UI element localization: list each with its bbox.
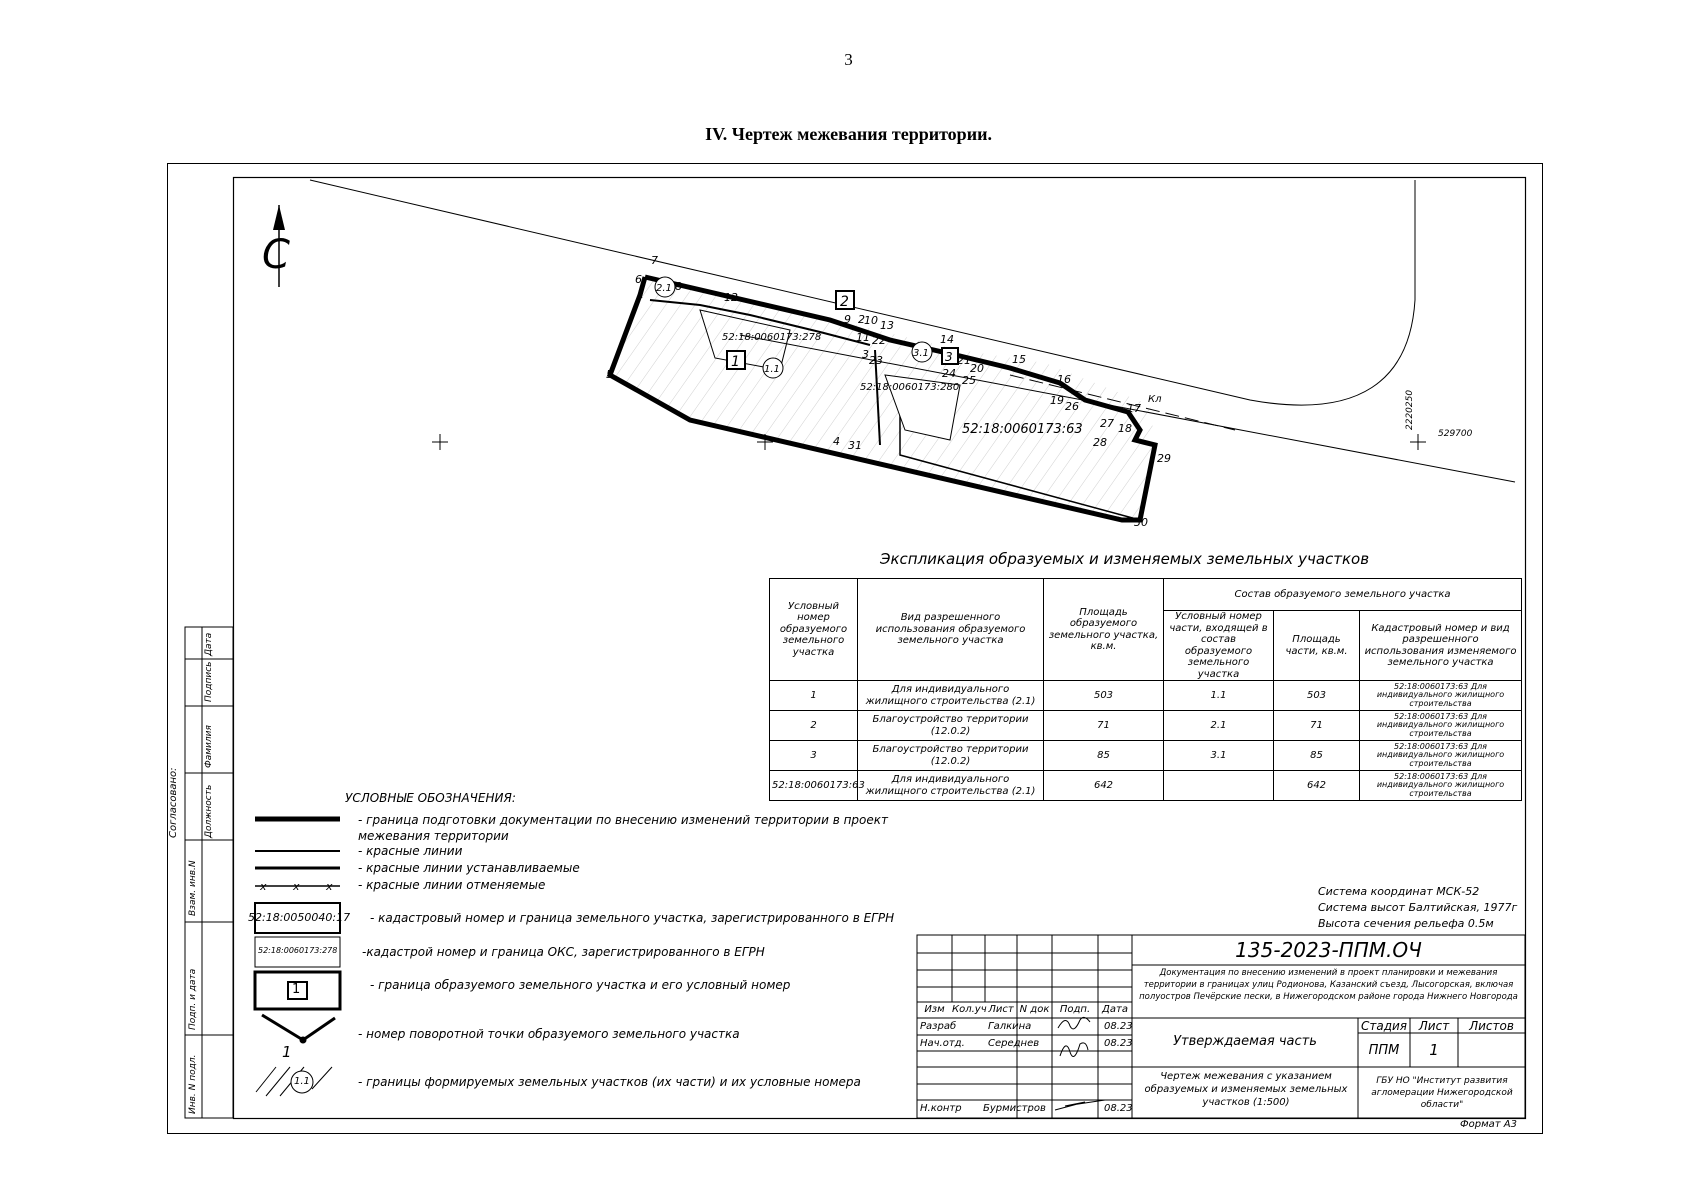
north-symbol: С xyxy=(262,232,290,278)
drawing-name: Чертеж межевания с указанием образуемых и изменяемых земельных участков (1:500) xyxy=(1144,1071,1348,1108)
part-3-1-label: 3.1 xyxy=(913,348,929,359)
row-area: 71 xyxy=(1044,711,1164,741)
sheets-label: Листов xyxy=(1469,1019,1514,1033)
stage-value: ППМ xyxy=(1368,1043,1400,1058)
point-18: 18 xyxy=(1118,422,1132,435)
coord-note xyxy=(1318,884,1517,932)
stage-label: Стадия xyxy=(1360,1019,1408,1033)
row-part xyxy=(1164,771,1274,801)
row-part: 2.1 xyxy=(1164,711,1274,741)
side-row-replace: Взам. инв.N xyxy=(188,860,198,916)
point-4: 4 xyxy=(833,435,840,448)
lot-1-label: 1 xyxy=(731,354,740,370)
point-26: 26 xyxy=(1065,400,1079,413)
row-part-area: 85 xyxy=(1274,741,1360,771)
row-part: 3.1 xyxy=(1164,741,1274,771)
sheet-value: 1 xyxy=(1429,1041,1439,1059)
paper-format: Формат А3 xyxy=(1460,1119,1517,1130)
legend-item-oks: -кадастрой номер и граница ОКС, зарегистрированного в ЕГРН xyxy=(362,945,765,959)
point-17: 17 xyxy=(1127,402,1141,415)
row-num: 3 xyxy=(770,741,858,771)
row-use: Благоустройство территории (12.0.2) xyxy=(858,711,1044,741)
side-col-date: Дата xyxy=(204,632,214,656)
row-num: 52:18:0060173:63 xyxy=(770,771,858,801)
table-row xyxy=(770,681,1522,711)
svg-text:x: x xyxy=(293,880,300,893)
table-row xyxy=(770,771,1522,801)
row-cad: 52:18:0060173:63 Для индивидуального жилищного строительства xyxy=(1360,711,1522,741)
coord-y-label: 529700 xyxy=(1438,429,1473,439)
legend-item-boundary: - граница подготовки документации по внесению изменений территории в проект межевания территории xyxy=(358,813,889,843)
point-11: 11 xyxy=(856,331,870,344)
point-24: 24 xyxy=(942,367,956,380)
part-2-1-label: 2.1 xyxy=(656,283,672,294)
legend-item-part: - границы формируемых земельных участков (их части) и их условные номера xyxy=(358,1075,861,1089)
coord-note-line: Система высот Балтийская, 1977г xyxy=(1318,901,1518,914)
point-1: 1 xyxy=(637,288,644,301)
tb-role: Нач.отд. xyxy=(920,1038,965,1049)
tb-header: Подп. xyxy=(1059,1004,1091,1015)
header-col6: Кадастровый номер и вид разрешенного использования изменяемого земельного участка xyxy=(1360,611,1522,681)
tb-header: Дата xyxy=(1102,1004,1128,1015)
point-3: 3 xyxy=(862,348,869,361)
row-area: 85 xyxy=(1044,741,1164,771)
row-cad: 52:18:0060173:63 Для индивидуального жилищного строительства xyxy=(1360,681,1522,711)
tb-name: Середнев xyxy=(988,1038,1040,1049)
doc-code: 135-2023-ППМ.ОЧ xyxy=(1235,938,1422,962)
tb-date: 08.23 xyxy=(1104,1103,1133,1114)
header-col3: Площадь образуемого земельного участка, кв.м. xyxy=(1044,579,1164,681)
row-area: 642 xyxy=(1044,771,1164,801)
header-col4: Условный номер части, входящей в состав образуемого земельного участка xyxy=(1164,611,1274,681)
point-23: 23 xyxy=(869,354,883,367)
point-22: 22 xyxy=(872,334,886,347)
point-8: 8 xyxy=(675,280,682,293)
point-29: 29 xyxy=(1157,452,1171,465)
point-6: 6 xyxy=(635,273,642,286)
row-area: 503 xyxy=(1044,681,1164,711)
legend-sample-part: 1.1 xyxy=(294,1076,310,1087)
legend-title: УСЛОВНЫЕ ОБОЗНАЧЕНИЯ: xyxy=(345,791,516,805)
lot-2-label: 2 xyxy=(840,294,849,310)
tb-header: N док xyxy=(1019,1004,1050,1015)
organization: ГБУ НО "Институт развития агломерации Нижегородской области" xyxy=(1371,1076,1513,1110)
row-num: 1 xyxy=(770,681,858,711)
doc-description: Документация по внесению изменений в проект планировки и межевания территории в границах улиц Родионова, Казанский съезд, Лысогорская, включая полуостров Печёрские пески, в Нижегородском районе города Нижнего Новгорода xyxy=(1139,968,1518,1002)
parcel-280-label: 52:18:0060173:280 xyxy=(860,382,960,393)
row-part-area: 642 xyxy=(1274,771,1360,801)
side-row-sign-date: Подп. и дата xyxy=(188,968,198,1030)
legend-item-lot: - граница образуемого земельного участка и его условный номер xyxy=(370,978,791,992)
explication-table xyxy=(769,578,1522,801)
legend-sample-point: 1 xyxy=(282,1043,292,1061)
row-cad: 52:18:0060173:63 Для индивидуального жилищного строительства xyxy=(1360,741,1522,771)
tb-header: Изм xyxy=(924,1004,945,1015)
legend-item-red-lines-cancel: - красные линии отменяемые xyxy=(358,878,546,892)
row-part-area: 71 xyxy=(1274,711,1360,741)
svg-text:x: x xyxy=(326,880,333,893)
tb-role: Н.контр xyxy=(920,1103,962,1114)
row-use: Для индивидуального жилищного строительства (2.1) xyxy=(858,771,1044,801)
coord-note-line: Система координат МСК-52 xyxy=(1318,885,1480,898)
side-col-position: Должность xyxy=(204,784,214,838)
point-27: 27 xyxy=(1100,417,1114,430)
parcel-63-label: 52:18:0060173:63 xyxy=(962,422,1083,437)
parcel-278-label: 52:18:0060173:278 xyxy=(722,332,822,343)
point-10: 10 xyxy=(864,314,878,327)
explication-title: Экспликация образуемых и изменяемых земельных участков xyxy=(880,550,1370,568)
legend-item-parcel: - кадастровый номер и граница земельного участка, зарегистрированного в ЕГРН xyxy=(370,911,895,925)
legend-item-red-lines: - красные линии xyxy=(358,844,463,858)
part-name: Утверждаемая часть xyxy=(1173,1034,1317,1049)
map-parcels xyxy=(610,277,1155,520)
point-21: 21 xyxy=(957,354,971,367)
part-1-1-label: 1.1 xyxy=(764,364,780,375)
tb-header: Лист xyxy=(988,1004,1014,1015)
point-2: 2 xyxy=(858,313,865,326)
side-col-signature: Подпись xyxy=(204,661,214,702)
legend-sample-lot: 1 xyxy=(292,982,301,997)
row-num: 2 xyxy=(770,711,858,741)
legend-item-red-lines-new: - красные линии устанавливаемые xyxy=(358,861,580,875)
table-row xyxy=(770,741,1522,771)
side-col-surname: Фамилия xyxy=(204,725,214,768)
page-number: 3 xyxy=(844,50,853,69)
side-agreed: Согласовано: xyxy=(168,767,179,838)
row-part: 1.1 xyxy=(1164,681,1274,711)
row-use: Для индивидуального жилищного строительства (2.1) xyxy=(858,681,1044,711)
row-use: Благоустройство территории (12.0.2) xyxy=(858,741,1044,771)
point-30: 30 xyxy=(1134,516,1148,529)
point-31: 31 xyxy=(848,439,862,452)
tb-header: Кол.уч xyxy=(952,1004,987,1015)
coord-x-label: 2220250 xyxy=(1405,389,1415,430)
point-7: 7 xyxy=(651,254,658,267)
table-row xyxy=(770,711,1522,741)
coord-note-line: Высота сечения рельефа 0.5м xyxy=(1318,917,1494,930)
point-19: 19 xyxy=(1050,394,1064,407)
svg-text:x: x xyxy=(260,880,267,893)
side-row-inv: Инв. N подл. xyxy=(188,1054,198,1114)
point-16: 16 xyxy=(1057,373,1071,386)
legend-item-point: - номер поворотной точки образуемого земельного участка xyxy=(358,1027,740,1041)
point-12: 12 xyxy=(724,291,738,304)
lot-3-label: 3 xyxy=(945,350,953,364)
north-arrow xyxy=(262,205,290,287)
header-col5: Площадь части, кв.м. xyxy=(1274,611,1360,681)
point-13: 13 xyxy=(880,319,894,332)
tb-name: Бурмистров xyxy=(983,1103,1046,1114)
header-col1: Условный номер образуемого земельного участка xyxy=(770,579,858,681)
point-25: 25 xyxy=(962,374,976,387)
point-15: 15 xyxy=(1012,353,1026,366)
part-1-1-hatch xyxy=(610,277,1155,520)
title-block-headers xyxy=(917,1004,1132,1015)
point-14: 14 xyxy=(940,333,954,346)
point-5: 5 xyxy=(606,368,613,381)
point-9: 9 xyxy=(844,313,851,326)
row-part-area: 503 xyxy=(1274,681,1360,711)
row-cad: 52:18:0060173:63 Для индивидуального жилищного строительства xyxy=(1360,771,1522,801)
tb-name: Галкина xyxy=(988,1021,1032,1032)
header-col2: Вид разрешенного использования образуемого земельного участка xyxy=(858,579,1044,681)
tb-role: Разраб xyxy=(920,1021,957,1032)
header-group: Состав образуемого земельного участка xyxy=(1164,579,1522,611)
tb-date: 08.23 xyxy=(1104,1021,1133,1032)
tb-date: 08.23 xyxy=(1104,1038,1133,1049)
point-20: 20 xyxy=(970,362,984,375)
sheet-label: Лист xyxy=(1418,1019,1450,1033)
red-line-label: Кл xyxy=(1148,394,1162,405)
point-28: 28 xyxy=(1093,436,1107,449)
page-title: IV. Чертеж межевания территории. xyxy=(705,124,992,144)
legend-symbols xyxy=(255,819,340,1096)
legend-sample-parcel: 52:18:0050040:17 xyxy=(248,911,351,924)
legend-sample-oks: 52:18:0060173:278 xyxy=(258,946,338,955)
